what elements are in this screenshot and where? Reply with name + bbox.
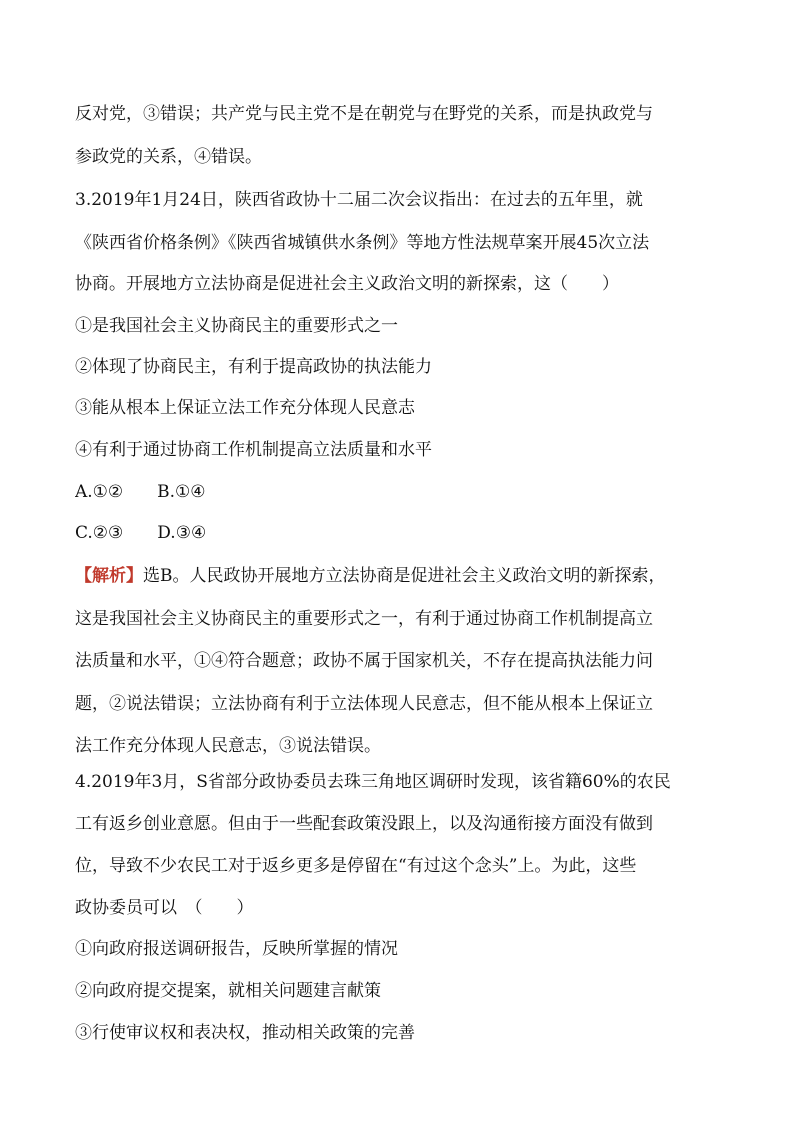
text-line: 题，②说法错误；立法协商有利于立法体现人民意志，但不能从根本上保证立 bbox=[75, 694, 653, 714]
statement-3: ③行使审议权和表决权，推动相关政策的完善 bbox=[75, 1023, 415, 1043]
question-4-stem: 4.2019年3月，S省部分政协委员去珠三角地区调研时发现，该省籍60%的农民 bbox=[75, 772, 671, 792]
statement-2: ②体现了协商民主，有利于提高政协的执法能力 bbox=[75, 357, 432, 377]
answer-options-ab: A.①② B.①④ bbox=[75, 482, 206, 502]
analysis-first-line bbox=[75, 565, 725, 587]
answer-options-cd: C.②③ D.③④ bbox=[75, 523, 207, 543]
statement-3: ③能从根本上保证立法工作充分体现人民意志 bbox=[75, 398, 415, 418]
text-line: 反对党，③错误；共产党与民主党不是在朝党与在野党的关系，而是执政党与 bbox=[75, 104, 653, 124]
question-3-stem: 3.2019年1月24日，陕西省政协十二届二次会议指出：在过去的五年里，就 bbox=[75, 190, 643, 210]
statement-2: ②向政府提交提案，就相关问题建言献策 bbox=[75, 981, 381, 1001]
statement-1: ①是我国社会主义协商民主的重要形式之一 bbox=[75, 316, 398, 336]
analysis-label: 【解析】 bbox=[75, 566, 143, 586]
analysis-text: 选B。人民政协开展地方立法协商是促进社会主义政治文明的新探索， bbox=[143, 566, 666, 586]
text-line: 工有返乡创业意愿。但由于一些配套政策没跟上，以及沟通衔接方面没有做到 bbox=[75, 814, 653, 834]
text-line: 法质量和水平，①④符合题意；政协不属于国家机关，不存在提高执法能力问 bbox=[75, 651, 653, 671]
text-line: 位，导致不少农民工对于返乡更多是停留在“有过这个念头”上。为此，这些 bbox=[75, 856, 637, 876]
text-line: 协商。开展地方立法协商是促进社会主义政治文明的新探索，这（ ） bbox=[75, 274, 619, 294]
statement-1: ①向政府报送调研报告，反映所掌握的情况 bbox=[75, 939, 398, 959]
text-line: 这是我国社会主义协商民主的重要形式之一，有利于通过协商工作机制提高立 bbox=[75, 609, 653, 629]
text-line: 参政党的关系，④错误。 bbox=[75, 147, 262, 167]
statement-4: ④有利于通过协商工作机制提高立法质量和水平 bbox=[75, 440, 432, 460]
text-line: 《陕西省价格条例》《陕西省城镇供水条例》等地方性法规草案开展45次立法 bbox=[75, 233, 650, 253]
text-line: 法工作充分体现人民意志，③说法错误。 bbox=[75, 736, 381, 756]
text-line: 政协委员可以 （ ） bbox=[75, 898, 254, 918]
